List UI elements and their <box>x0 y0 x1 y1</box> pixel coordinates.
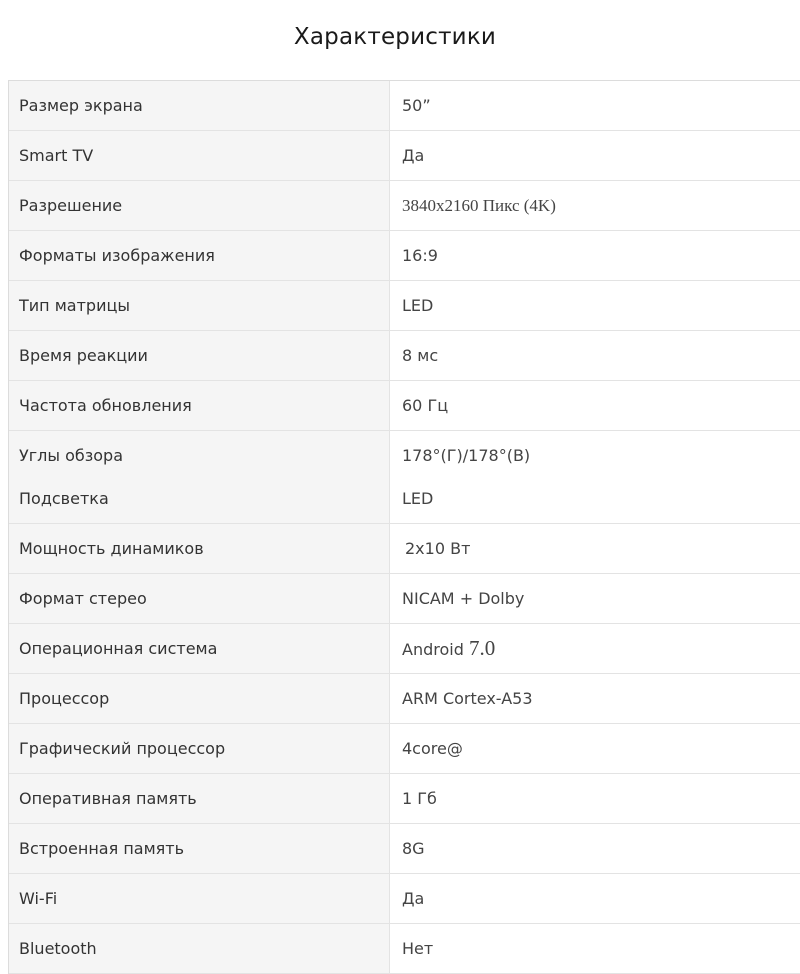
spec-value-cell <box>390 624 800 673</box>
spec-label: Разрешение <box>9 181 390 230</box>
spec-label: Частота обновления <box>9 381 390 430</box>
spec-row-panel-type <box>9 281 800 331</box>
spec-label: Smart TV <box>9 131 390 180</box>
spec-value: 2x10 Вт <box>405 539 471 558</box>
specs-table <box>8 80 800 974</box>
spec-label: Wi-Fi <box>9 874 390 923</box>
spec-label: Оперативная память <box>9 774 390 823</box>
spec-row-screen-size <box>9 81 800 131</box>
spec-row-speaker-power <box>9 524 800 574</box>
spec-value <box>402 636 800 661</box>
spec-row-aspect-ratio <box>9 231 800 281</box>
spec-value: 8G <box>390 824 800 873</box>
spec-value-cell <box>390 524 800 573</box>
spec-label: Графический процессор <box>9 724 390 773</box>
spec-row-bluetooth <box>9 924 800 974</box>
spec-value-prefix: Android <box>402 640 469 659</box>
spec-value: Да <box>390 131 800 180</box>
spec-row-response-time <box>9 331 800 381</box>
spec-label-cell <box>9 431 390 523</box>
spec-value: 1 Гб <box>390 774 800 823</box>
spec-row-refresh-rate <box>9 381 800 431</box>
spec-value: 60 Гц <box>390 381 800 430</box>
spec-row-ram <box>9 774 800 824</box>
spec-label: Углы обзора <box>19 446 124 465</box>
spec-row-wifi <box>9 874 800 924</box>
spec-row-storage <box>9 824 800 874</box>
spec-row-smart-tv <box>9 131 800 181</box>
spec-value: 16:9 <box>390 231 800 280</box>
spec-value: Нет <box>390 924 800 973</box>
spec-value: ARM Cortex-A53 <box>390 674 800 723</box>
spec-label: Подсветка <box>19 489 109 508</box>
spec-row-stereo-format <box>9 574 800 624</box>
spec-value: 4core@ <box>390 724 800 773</box>
spec-value-cell <box>390 431 800 523</box>
spec-label: Операционная система <box>9 624 390 673</box>
spec-value: 50” <box>390 81 800 130</box>
spec-value: LED <box>402 489 434 508</box>
spec-value: NICAM + Dolby <box>390 574 800 623</box>
spec-value-cell <box>390 181 800 230</box>
page-title: Характеристики <box>293 24 497 50</box>
spec-value-version: 7.0 <box>468 636 496 660</box>
spec-label: Bluetooth <box>9 924 390 973</box>
spec-row-os <box>9 624 800 674</box>
spec-label: Мощность динамиков <box>9 524 390 573</box>
spec-label: Процессор <box>9 674 390 723</box>
spec-label: Встроенная память <box>9 824 390 873</box>
spec-row-viewing-angles-backlight <box>9 431 800 524</box>
spec-value: 178°(Г)/178°(В) <box>402 446 531 465</box>
spec-label: Размер экрана <box>9 81 390 130</box>
spec-row-gpu <box>9 724 800 774</box>
spec-value: 3840x2160 Пикс (4K) <box>402 195 556 215</box>
spec-value: 8 мс <box>390 331 800 380</box>
spec-row-resolution <box>9 181 800 231</box>
spec-value: LED <box>390 281 800 330</box>
spec-value: Да <box>390 874 800 923</box>
spec-label: Форматы изображения <box>9 231 390 280</box>
spec-row-cpu <box>9 674 800 724</box>
spec-label: Тип матрицы <box>9 281 390 330</box>
spec-label: Формат стерео <box>9 574 390 623</box>
spec-label: Время реакции <box>9 331 390 380</box>
